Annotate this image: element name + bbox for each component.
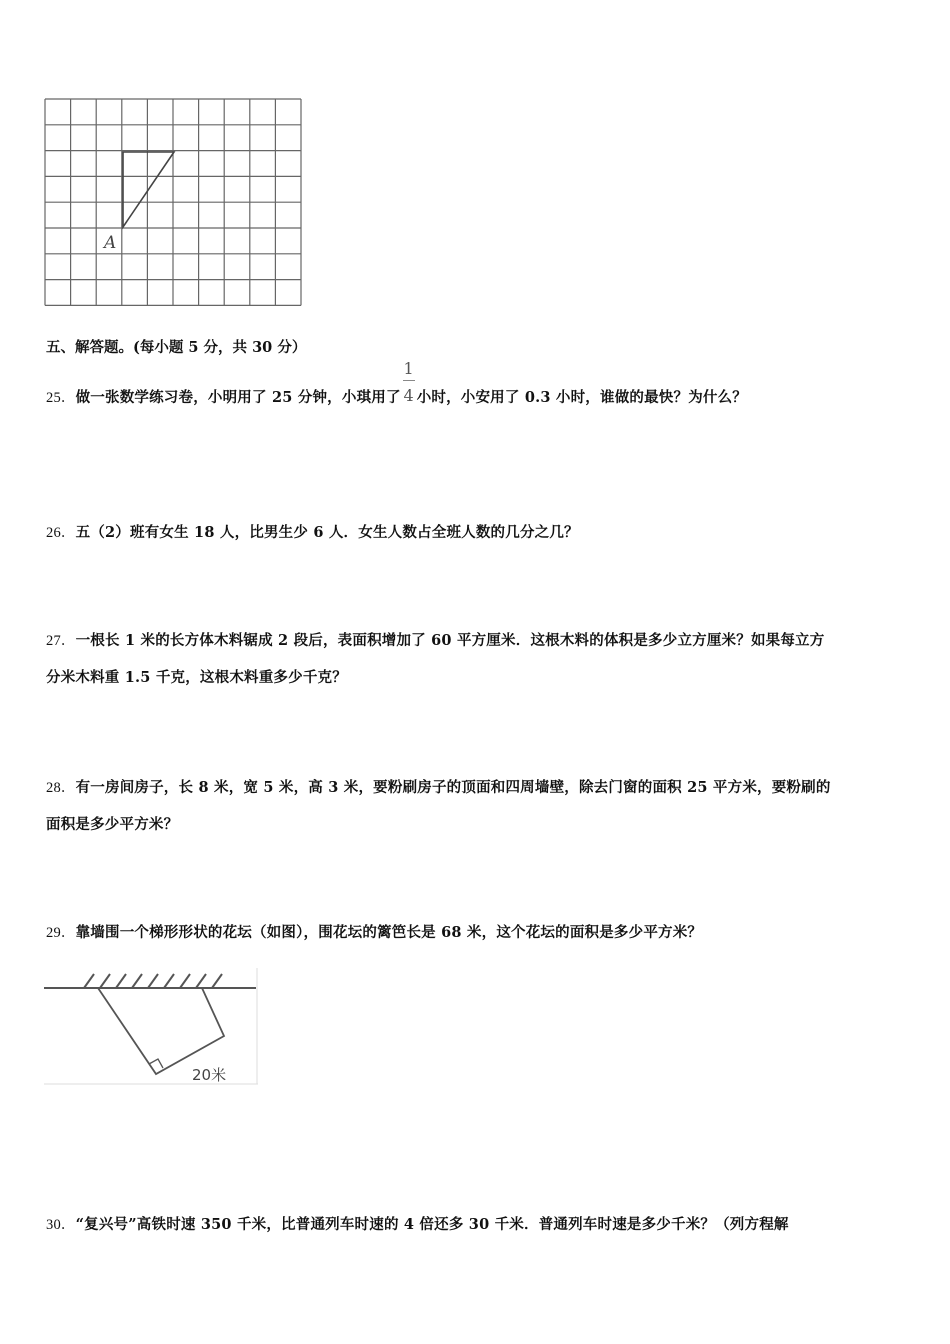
question-25 [46,359,748,407]
question-29 [46,921,702,942]
fraction-denominator: 4 [403,386,414,405]
question-27-line2: 分米木料重 1.5 千克，这根木料重多少千克？ [46,669,347,686]
question-text-a: 做一张数学练习卷，小明用了 25 分钟，小琪用了 [75,389,401,406]
wall-hatching [84,974,222,988]
question-text: 五（2）班有女生 18 人，比男生少 6 人．女生人数占全班人数的几分之几？ [75,524,579,541]
point-a-label: A [104,233,117,253]
trapezoid-flowerbed-figure [44,968,260,1086]
fraction [401,359,417,405]
triangle-shape [123,152,174,227]
question-number: 29． [46,925,76,941]
question-text: 靠墙围一个梯形形状的花坛（如图），围花坛的篱笆长是 68 米，这个花坛的面积是多少平方米？ [75,924,703,941]
section-title: 五、解答题。(每小题 5 分，共 30 分） [46,339,307,356]
question-number: 25． [46,390,76,406]
question-28 [46,776,831,797]
dimension-label: 20米 [192,1066,227,1084]
question-27 [46,629,824,650]
question-28-line2: 面积是多少平方米？ [46,816,179,833]
question-number: 28． [46,780,76,796]
question-26 [46,521,579,542]
grid-triangle-figure [44,98,306,310]
fraction-numerator: 1 [403,359,414,378]
trapezoid-fence [98,988,224,1074]
question-text-b: 小时，小安用了 0.3 小时，谁做的最快？为什么？ [416,389,748,406]
question-text-line1: 一根长 1 米的长方体木料锯成 2 段后，表面积增加了 60 平方厘米．这根木料的体积是多少立方厘米？如果每立方 [75,632,825,649]
question-text: “复兴号”高铁时速 350 千米，比普通列车时速的 4 倍还多 30 千米．普通列车时速是多少千米？（列方程解 [75,1216,789,1233]
question-text-line1: 有一房间房子，长 8 米，宽 5 米，高 3 米，要粉刷房子的顶面和四周墙壁，除去门窗的面积 25 平方米，要粉刷的 [75,779,831,796]
question-number: 30． [46,1217,76,1233]
question-number: 26． [46,525,76,541]
question-number: 27． [46,633,76,649]
fraction-bar [403,380,415,381]
question-30 [46,1213,789,1234]
